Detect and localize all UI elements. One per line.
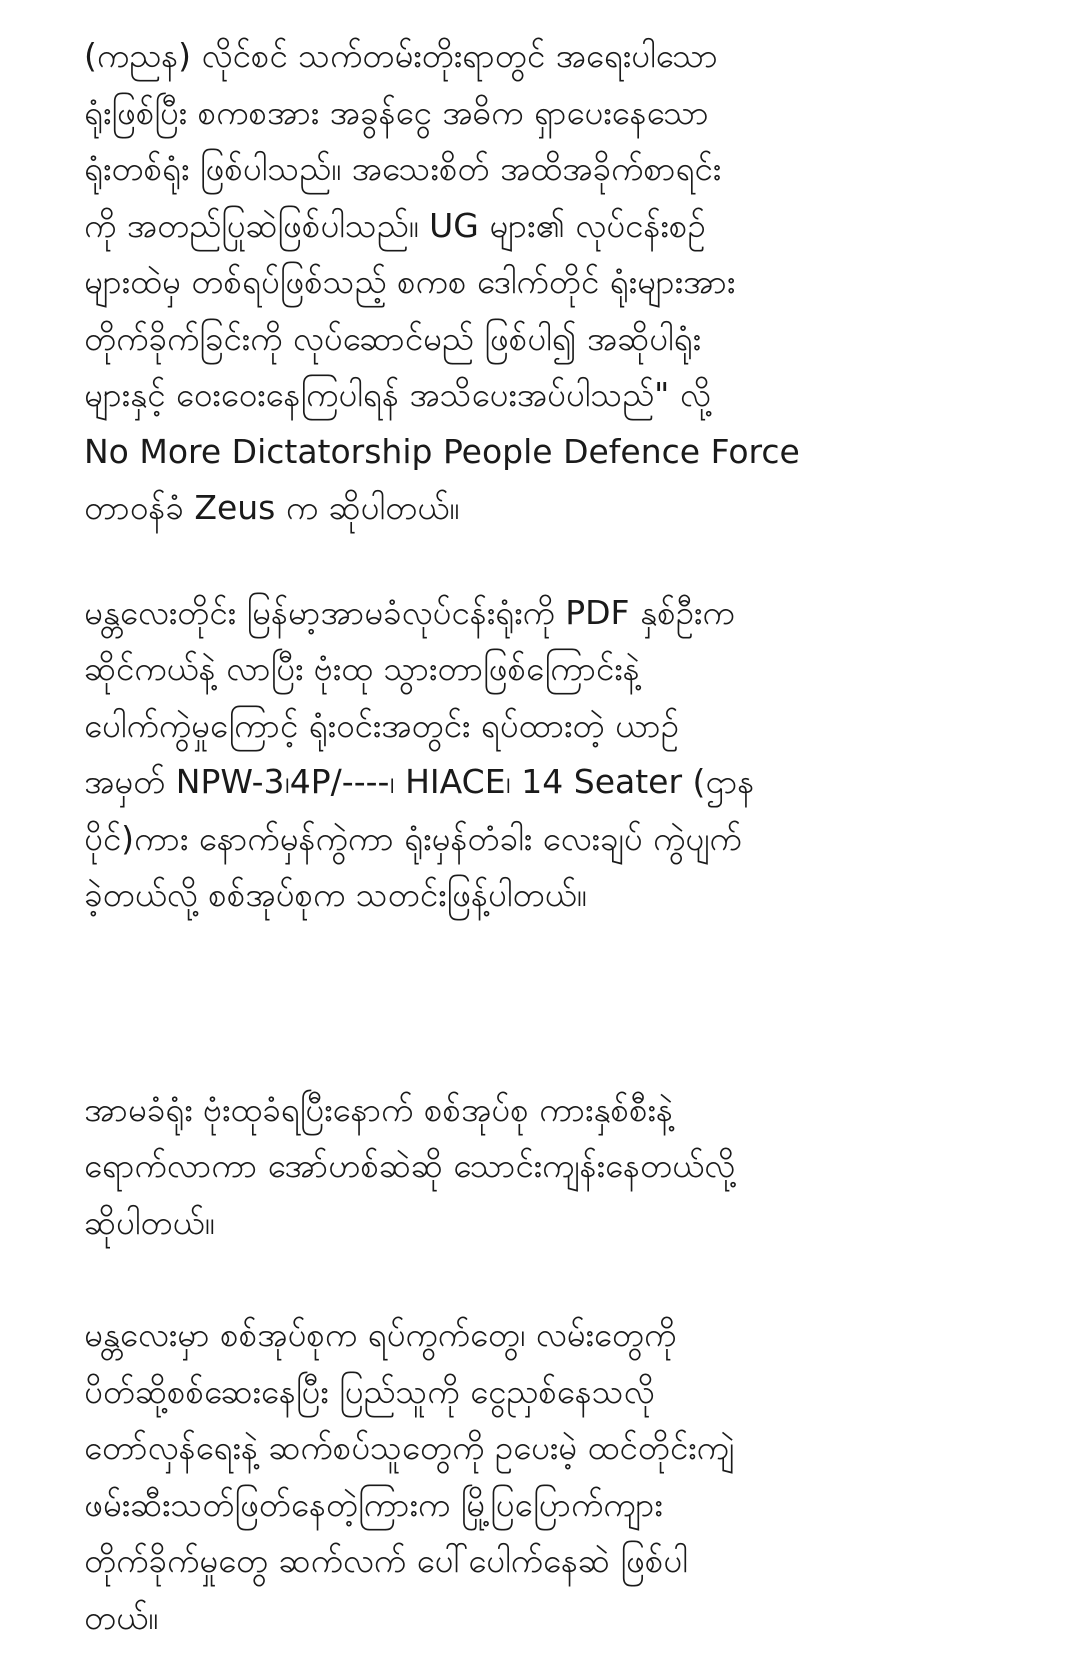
text-line: ဖမ်းဆီးသတ်ဖြတ်နေတဲ့ကြားက မြို့ပြပြောက်ကျား: [84, 1484, 663, 1524]
text-line: ရုံးဖြစ်ပြီး စကစအား အခွန်ငွေ အဓိက ရှာပေးနေသော: [84, 92, 709, 132]
paragraph-1: [84, 28, 1004, 537]
text-line: အာမခံရုံး ဗုံးထုခံရပြီးနောက် စစ်အုပ်စု ကားနှစ်စီးနဲ့: [84, 1089, 673, 1129]
text-line: ပိုင်)ကား နောက်မှန်ကွဲကာ ရုံးမှန်တံခါး လေးချပ် ကွဲပျက်: [84, 818, 742, 858]
paragraph-spacer: [84, 924, 1004, 1082]
text-line: ပိတ်ဆို့စစ်ဆေးနေပြီး ပြည်သူကို ငွေညှစ်နေသလို: [84, 1371, 655, 1411]
text-line: ရောက်လာကာ အော်ဟစ်ဆဲဆို သောင်းကျန်းနေတယ်လို့: [84, 1146, 736, 1185]
text-line: အမှတ် NPW-3၊4P/----၊ HIACE၊ 14 Seater (ဌာန: [84, 762, 755, 801]
text-line: မန္တလေးတိုင်း မြန်မာ့အာမခံလုပ်ငန်းရုံးကို PDF နှစ်ဦးက: [84, 592, 735, 632]
paragraph-3: [84, 1082, 1004, 1252]
text-line: များထဲမှ တစ်ရပ်ဖြစ်သည့် စကစ ဒေါက်တိုင် ရုံးများအား: [84, 262, 736, 301]
text-line: မန္တလေးမှာ စစ်အုပ်စုက ရပ်ကွက်တွေ၊ လမ်းတွေကို: [84, 1315, 677, 1354]
text-line: တာဝန်ခံ Zeus က ဆိုပါတယ်။: [84, 488, 460, 527]
text-line: များနှင့် ဝေးဝေးနေကြပါရန် အသိပေးအပ်ပါသည်" လို့: [84, 375, 711, 414]
text-line: ခဲ့တယ်လို့ စစ်အုပ်စုက သတင်းဖြန့်ပါတယ်။: [84, 875, 587, 914]
paragraph-spacer: [84, 1251, 1004, 1307]
text-line: ဆိုင်ကယ်နဲ့ လာပြီး ဗုံးထု သွားတာဖြစ်ကြောင်းနဲ့: [84, 649, 640, 688]
paragraph-4: [84, 1307, 1004, 1646]
text-line: တိုက်ခိုက်မှုတွေ ဆက်လက် ပေါ်ပေါက်နေဆဲ ဖြစ်ပါ: [84, 1541, 688, 1580]
text-line: တယ်။: [84, 1597, 159, 1637]
article-body: [84, 28, 1004, 1646]
text-line: No More Dictatorship People Defence Force: [84, 431, 800, 471]
text-line: ဆိုပါတယ်။: [84, 1202, 215, 1242]
text-line: ကို အတည်ပြုဆဲဖြစ်ပါသည်။ UG များ၏ လုပ်ငန်းစဉ်: [84, 205, 706, 245]
text-line: တော်လှန်ရေးနဲ့ ဆက်စပ်သူတွေကို ဥပေးမဲ့ ထင်တိုင်းကျဲ: [84, 1428, 735, 1467]
text-line: ရုံးတစ်ရုံး ဖြစ်ပါသည်။ အသေးစိတ် အထိအခိုက်စာရင်း: [84, 149, 722, 188]
text-line: တိုက်ခိုက်ခြင်းကို လုပ်ဆောင်မည် ဖြစ်ပါ၍ အဆိုပါရုံး: [84, 318, 701, 358]
text-line: ပေါက်ကွဲမှုကြောင့် ရုံးဝင်းအတွင်း ရပ်ထားတဲ့ ယာဉ်: [84, 705, 679, 745]
paragraph-spacer: [84, 537, 1004, 585]
paragraph-2: [84, 585, 1004, 924]
text-line: (ကညန) လိုင်စင် သက်တမ်းတိုးရာတွင် အရေးပါသော: [84, 36, 718, 75]
